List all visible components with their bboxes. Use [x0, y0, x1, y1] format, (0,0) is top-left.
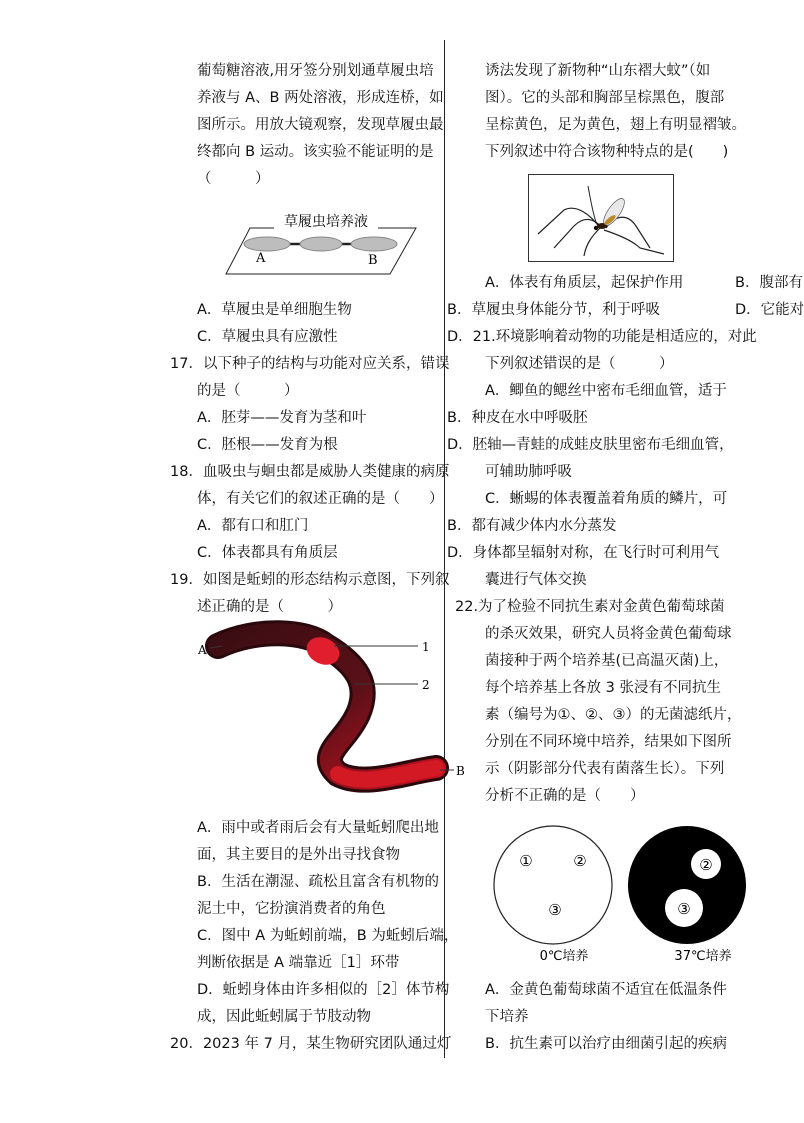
worm-label-b: B — [456, 764, 465, 778]
earthworm-figure — [196, 624, 470, 794]
q21-option-a-1: A．鲫鱼的鳃丝中密布毛细血管，适于 — [485, 383, 727, 399]
overlap-line-1: B．草履虫身体能分节，利于呼吸 — [447, 302, 660, 318]
q18-stem-2: 体，有关它们的叙述正确的是（ ） — [197, 491, 444, 507]
q20-stem-2: 诱法发现了新物种“山东褶大蚊”（如 — [485, 63, 711, 79]
label-b: B — [368, 253, 378, 268]
q22-stem-4: 每个培养基上各放 3 张浸有不同抗生 — [485, 680, 721, 696]
q18-stem-1: 18．血吸虫与蛔虫都是威胁人类健康的病原 — [170, 464, 450, 480]
q18-option-a: A．都有口和肛门 — [197, 518, 309, 534]
q20-stem-5: 下列叙述中符合该物种特点的是( ) — [485, 144, 729, 160]
drop-middle — [300, 237, 342, 251]
overlap-line-2: D．21.环境影响着动物的功能是相适应的，对此 — [447, 329, 757, 345]
q17-stem-1: 17．以下种子的结构与功能对应关系，错误 — [170, 356, 450, 372]
q22-stem-1: 22.为了检验不同抗生素对金黄色葡萄球菌 — [455, 599, 725, 615]
q16-option-c: C．草履虫具有应激性 — [197, 329, 338, 345]
label-a: A — [256, 251, 266, 266]
head — [594, 226, 598, 230]
q16-line-2: 养液与 A、B 两处溶液，形成连桥，如 — [197, 90, 444, 106]
q18-option-c: C．体表都具有角质层 — [197, 545, 338, 561]
overlap-line-5: B．都有减少体内水分蒸发 — [447, 518, 617, 534]
q19-stem-2: 述正确的是（ ） — [197, 599, 342, 615]
q16-line-3: 图所示。用放大镜观察，发现草履虫最 — [197, 117, 444, 133]
q22-stem-5: 素（编号为①、②、③）的无菌滤纸片， — [485, 707, 742, 723]
q22-stem-8: 分析不正确的是（ ） — [485, 788, 645, 804]
drop-b — [351, 237, 397, 251]
dish-0c-disc-2: ② — [573, 852, 587, 870]
q19-option-d-1: D．蚯蚓身体由许多相似的［2］体节构 — [197, 982, 450, 998]
q19-stem-1: 19．如图是蚯蚓的形态结构示意图，下列叙 — [170, 572, 450, 588]
crane-fly-figure — [528, 174, 674, 262]
dish-37c-disc-3: ③ — [677, 900, 691, 918]
q17-stem-2: 的是（ ） — [197, 383, 299, 399]
q19-option-c-1: C．图中 A 为蚯蚓前端，B 为蚯蚓后端， — [197, 928, 459, 944]
petri-dish-figure — [488, 822, 758, 972]
q22-stem-7: 示（阴影部分代表有菌落生长）。下列 — [485, 761, 725, 777]
caption-37c: 37℃培养 — [674, 949, 732, 964]
q20-option-b-partial: B．腹部有 — [735, 275, 803, 291]
column-divider — [444, 40, 445, 1058]
q20-stem-1: 20．2023 年 7 月，某生物研究团队通过灯 — [170, 1036, 452, 1052]
q22-option-a-1: A．金黄色葡萄球菌不适宜在低温条件 — [485, 982, 727, 998]
q19-option-a-1: A．雨中或者雨后会有大量蚯蚓爬出地 — [197, 820, 439, 836]
q19-option-c-2: 判断依据是 A 端靠近［1］环带 — [197, 955, 400, 971]
q20-option-d-partial: D．它能对 — [735, 302, 804, 318]
caption-0c: 0℃培养 — [539, 949, 589, 964]
q21-option-b-2: 可辅助肺呼吸 — [485, 464, 572, 480]
q20-stem-4: 呈棕黄色，足为黄色，翅上有明显褶皱。 — [485, 117, 746, 133]
q16-option-a: A．草履虫是单细胞生物 — [197, 302, 352, 318]
drop-a — [244, 237, 290, 251]
worm-label-a: A — [198, 643, 207, 657]
q17-option-a: A．胚芽——发育为茎和叶 — [197, 410, 367, 426]
q19-option-d-2: 成，因此蚯蚓属于节肢动物 — [197, 1009, 371, 1025]
dish-0c-disc-3: ③ — [548, 901, 562, 919]
dish-37c-disc-2: ② — [699, 856, 713, 874]
q16-line-5: （ ） — [197, 171, 270, 187]
q17-option-c: C．胚根——发育为根 — [197, 437, 338, 453]
q22-option-a-2: 下培养 — [485, 1009, 529, 1025]
q16-line-1: 葡萄糖溶液,用牙签分别划通草履虫培 — [197, 63, 434, 79]
worm-label-2: 2 — [422, 678, 430, 692]
q22-stem-3: 菌接种于两个培养基(已高温灭菌)上， — [485, 653, 729, 669]
q20-stem-3: 图）。它的头部和胸部呈棕黑色，腹部 — [485, 90, 725, 106]
q21-stem-2: 下列叙述错误的是（ ） — [485, 356, 674, 372]
paramecium-culture-figure — [222, 206, 418, 278]
q19-option-b-1: B．生活在潮湿、疏松且富含有机物的 — [197, 874, 439, 890]
q22-option-b: B．抗生素可以治疗由细菌引起的疾病 — [485, 1036, 727, 1052]
q16-line-4: 终都向 B 运动。该实验不能证明的是 — [197, 144, 434, 160]
q19-option-a-2: 面，其主要目的是外出寻找食物 — [197, 847, 400, 863]
overlap-line-4: D．胚轴—青蛙的成蛙皮肤里密布毛细血管， — [447, 437, 734, 453]
culture-caption: 草履虫培养液 — [284, 214, 368, 230]
q22-stem-2: 的杀灭效果，研究人员将金黄色葡萄球 — [485, 626, 732, 642]
q20-option-a: A．体表有角质层，起保护作用 — [485, 275, 684, 291]
dish-0c-disc-1: ① — [519, 852, 533, 870]
worm-label-1: 1 — [422, 640, 430, 654]
q21-option-c-1: C．蜥蜴的体表覆盖着角质的鳞片，可 — [485, 491, 728, 507]
q19-option-b-2: 泥土中，它扮演消费者的角色 — [197, 901, 386, 917]
q22-stem-6: 分别在不同环境中培养，结果如下图所 — [485, 734, 732, 750]
q21-option-d-2: 囊进行气体交换 — [485, 572, 587, 588]
dish-0c — [494, 826, 612, 944]
overlap-line-6: D．身体都呈辐射对称，在飞行时可利用气 — [447, 545, 720, 561]
overlap-line-3: B．种皮在水中呼吸胚 — [447, 410, 588, 426]
